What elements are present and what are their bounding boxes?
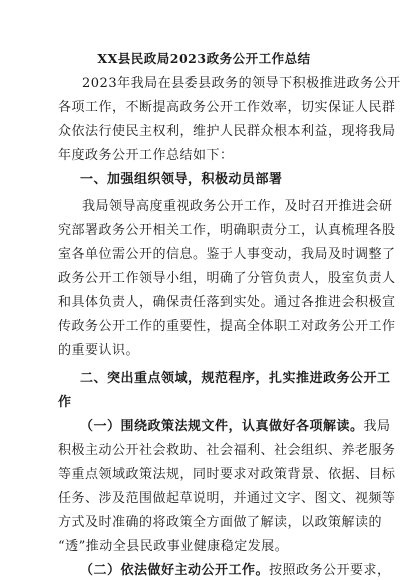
item-lead: （二）依法做好主动公开工作。 <box>80 563 270 578</box>
document-title: XX县民政局2023政务公开工作总结 <box>97 51 311 66</box>
intro-line: 各项工作，不断提高政务公开工作效率，切实保证人民群 <box>58 100 396 115</box>
paragraph-line: 究部署政务公开相关工作，明确职责分工，认真梳理各股 <box>58 223 396 238</box>
intro-line: 众依法行使民主权利，维护人民群众根本利益，现将我局 <box>58 124 396 139</box>
paragraph-line: 传政务公开工作的重要性，提高全体职工对政务公开工作 <box>58 319 396 334</box>
item-lead-line <box>80 563 391 579</box>
intro-line: 年度政务公开工作总结如下： <box>58 148 234 163</box>
item-lead: （一）围绕政策法规文件，认真做好各项解读。 <box>80 419 364 434</box>
item-lead-line <box>80 419 391 435</box>
section-heading-continuation: 作 <box>58 395 72 410</box>
item-lead-tail: 按照政务公开要求， <box>269 563 391 578</box>
paragraph-line: “透”推动全县民政事业健康稳定发展。 <box>58 539 289 554</box>
section-heading: 一、加强组织领导，积极动员部署 <box>80 172 283 187</box>
item-lead-tail: 我局 <box>363 419 391 434</box>
section-heading: 二、突出重点领域，规范程序，扎实推进政务公开工 <box>80 371 391 386</box>
paragraph-line: 和具体负责人，确保责任落到实处。通过各推进会积极宣 <box>58 295 396 310</box>
paragraph-line: 室各单位需公开的信息。鉴于人事变动，我局及时调整了 <box>58 247 396 262</box>
paragraph-line: 方式及时准确的将政策全方面做了解读，以政策解读的 <box>58 515 383 530</box>
intro-line: 2023年我局在县委县政务的领导下积极推进政务公开 <box>82 76 401 91</box>
paragraph-line: 积极主动公开社会救助、社会福利、社会组织、养老服务 <box>58 443 396 458</box>
paragraph-line: 的重要认识。 <box>58 343 140 358</box>
paragraph-line: 任务、涉及范围做起草说明，并通过文字、图文、视频等 <box>58 491 396 506</box>
paragraph-line: 等重点领域政策法规，同时要求对政策背景、依据、目标 <box>58 467 396 482</box>
paragraph-line: 政务公开工作领导小组，明确了分管负责人，股室负责人 <box>58 271 396 286</box>
paragraph-line: 我局领导高度重视政务公开工作，及时召开推进会研 <box>82 199 393 214</box>
